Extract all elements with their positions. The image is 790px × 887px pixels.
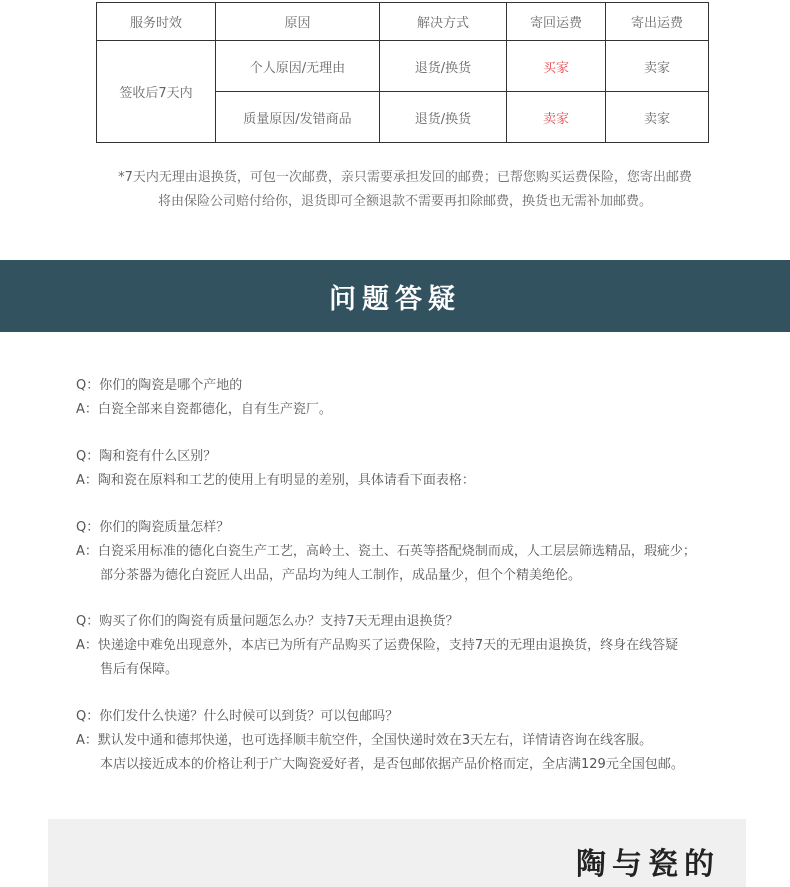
solution-cell: 退货/换货 xyxy=(380,41,507,92)
send-fee-cell: 卖家 xyxy=(606,41,709,92)
header-return-fee: 寄回运费 xyxy=(507,3,606,41)
policy-note-line: 将由保险公司赔付给你，退货即可全额退款不需要再扣除邮费，换货也无需补加邮费。 xyxy=(157,194,652,209)
faq-question: Q：购买了你们的陶瓷有质量问题怎么办？支持7天无理由退换货？ xyxy=(76,614,459,629)
header-send-fee: 寄出运费 xyxy=(606,3,709,41)
header-service-period: 服务时效 xyxy=(97,3,216,41)
faq-question: Q：你们的陶瓷是哪个产地的 xyxy=(76,378,243,393)
faq-question: Q：陶和瓷有什么区别？ xyxy=(76,449,217,464)
faq-answer: A：默认发中通和德邦快递，也可选择顺丰航空件，全国快递时效在3天左右，详情请咨询在线客服。 xyxy=(76,733,653,748)
service-period-cell: 签收后7天内 xyxy=(97,41,216,143)
policy-note-line: *7天内无理由退换货，可包一次邮费，亲只需要承担发回的邮费；已帮您购买运费保险，您寄出邮费 xyxy=(118,170,692,185)
faq-answer-continued: 本店以接近成本的价格让利于广大陶瓷爱好者，是否包邮依据产品价格而定，全店满129元全国包邮。 xyxy=(100,757,684,772)
faq-banner-title: 问题答疑 xyxy=(329,283,461,315)
faq-question: Q：你们的陶瓷质量怎样？ xyxy=(76,520,230,535)
send-fee-cell: 卖家 xyxy=(606,92,709,143)
faq-question: Q：你们发什么快递？什么时候可以到货？可以包邮吗？ xyxy=(76,709,399,724)
comparison-section-header xyxy=(48,819,746,887)
faq-answer: A：白瓷全部来自瓷都德化，自有生产瓷厂。 xyxy=(76,402,332,417)
faq-answer: A：陶和瓷在原料和工艺的使用上有明显的差别，具体请看下面表格： xyxy=(76,473,475,488)
faq-banner xyxy=(0,260,790,332)
faq-answer: A：快递途中难免出现意外，本店已为所有产品购买了运费保险，支持7天的无理由退换货，终身在线答疑 xyxy=(76,638,679,653)
solution-cell: 退货/换货 xyxy=(380,92,507,143)
reason-cell: 个人原因/无理由 xyxy=(216,41,380,92)
header-solution: 解决方式 xyxy=(380,3,507,41)
header-reason: 原因 xyxy=(216,3,380,41)
faq-answer: A：白瓷采用标准的德化白瓷生产工艺，高岭土、瓷土、石英等搭配烧制而成，人工层层筛选精品，瑕疵少； xyxy=(76,544,696,559)
return-fee-cell: 买家 xyxy=(507,41,606,92)
table-header-row xyxy=(97,3,709,41)
comparison-section-title: 陶与瓷的 xyxy=(576,847,720,882)
reason-cell: 质量原因/发错商品 xyxy=(216,92,380,143)
faq-answer-continued: 部分茶器为德化白瓷匠人出品，产品均为纯人工制作，成品量少，但个个精美绝伦。 xyxy=(100,568,582,583)
faq-answer-continued: 售后有保障。 xyxy=(100,662,179,677)
return-policy-table xyxy=(96,2,709,143)
table-row xyxy=(97,41,709,92)
return-fee-cell: 卖家 xyxy=(507,92,606,143)
